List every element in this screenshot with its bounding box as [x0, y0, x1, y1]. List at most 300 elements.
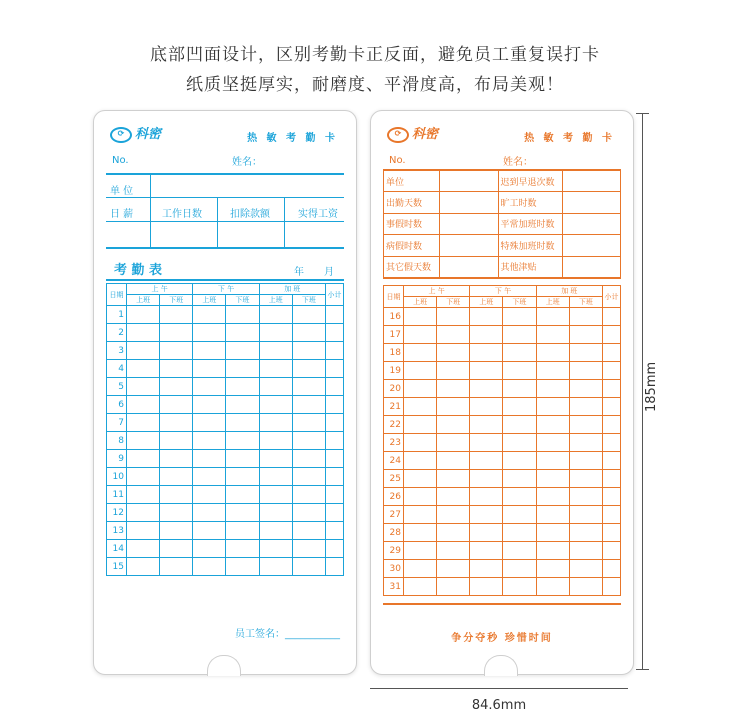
time-cell — [470, 380, 503, 398]
summary-label-left: 出勤天数 — [384, 192, 440, 213]
table-row — [107, 306, 344, 324]
time-cell — [326, 342, 344, 360]
grid-header-clock-in: 上班 — [536, 297, 569, 308]
summary-label-right: 迟到早退次数 — [498, 171, 562, 192]
time-cell — [193, 396, 226, 414]
col-line — [217, 197, 218, 247]
day-number: 11 — [107, 486, 127, 504]
summary-value-left — [440, 235, 499, 256]
time-cell — [503, 326, 536, 344]
time-cell — [470, 470, 503, 488]
time-cell — [437, 452, 470, 470]
time-cell — [603, 380, 621, 398]
time-cell — [193, 342, 226, 360]
time-cell — [470, 452, 503, 470]
time-cell — [404, 416, 437, 434]
time-cell — [127, 360, 160, 378]
time-cell — [160, 396, 193, 414]
time-cell — [226, 558, 259, 576]
summary-label-right: 其他津贴 — [498, 256, 562, 277]
time-cell — [259, 306, 292, 324]
time-cell — [226, 450, 259, 468]
summary-label-left: 事假时数 — [384, 213, 440, 234]
bottom-notch — [207, 655, 241, 676]
col-line — [150, 174, 151, 197]
time-cell — [569, 344, 602, 362]
day-number: 4 — [107, 360, 127, 378]
time-cell — [226, 360, 259, 378]
height-dimension-cap-bottom — [636, 669, 649, 670]
time-cell — [569, 524, 602, 542]
day-number: 30 — [384, 560, 404, 578]
summary-value-left — [440, 256, 499, 277]
time-cell — [437, 362, 470, 380]
time-cell — [127, 504, 160, 522]
time-cell — [404, 326, 437, 344]
time-cell — [437, 470, 470, 488]
actual-pay-label: 实得工资 — [298, 209, 338, 220]
grid-header-clock-in: 上班 — [404, 297, 437, 308]
day-number: 12 — [107, 504, 127, 522]
sheet-divider — [106, 279, 344, 281]
time-cell — [160, 324, 193, 342]
time-cell — [603, 434, 621, 452]
time-cell — [160, 360, 193, 378]
grid-header-subtotal: 小计 — [326, 284, 344, 306]
day-number: 21 — [384, 398, 404, 416]
time-cell — [326, 522, 344, 540]
unit-label: 单 位 — [110, 186, 134, 197]
time-cell — [569, 398, 602, 416]
summary-label-right: 特殊加班时数 — [498, 235, 562, 256]
time-cell — [603, 506, 621, 524]
grid-header-overtime: 加 班 — [536, 286, 602, 297]
time-cell — [160, 450, 193, 468]
day-number: 25 — [384, 470, 404, 488]
time-cell — [259, 432, 292, 450]
table-row — [107, 324, 344, 342]
col-line — [284, 197, 285, 247]
day-number: 15 — [107, 558, 127, 576]
table-row — [384, 542, 621, 560]
time-cell — [470, 542, 503, 560]
time-cell — [292, 558, 325, 576]
day-number: 22 — [384, 416, 404, 434]
time-cell — [503, 488, 536, 506]
time-cell — [404, 434, 437, 452]
time-cell — [569, 416, 602, 434]
bottom-notch — [484, 655, 518, 676]
grid-header-afternoon: 下 午 — [193, 284, 259, 295]
time-cell — [603, 326, 621, 344]
summary-value-left — [440, 171, 499, 192]
day-number: 31 — [384, 578, 404, 596]
time-cell — [259, 414, 292, 432]
table-row — [107, 396, 344, 414]
time-cell — [259, 342, 292, 360]
time-cell — [160, 522, 193, 540]
time-cell — [259, 468, 292, 486]
time-cell — [603, 362, 621, 380]
table-row — [384, 308, 621, 326]
time-cell — [292, 504, 325, 522]
time-cell — [292, 450, 325, 468]
day-number: 14 — [107, 540, 127, 558]
time-cell — [603, 416, 621, 434]
time-cell — [160, 342, 193, 360]
time-cell — [326, 378, 344, 396]
time-cell — [160, 468, 193, 486]
time-cell — [404, 488, 437, 506]
time-cell — [292, 540, 325, 558]
table-row — [107, 378, 344, 396]
time-cell — [127, 432, 160, 450]
time-cell — [127, 414, 160, 432]
table-row — [107, 432, 344, 450]
table-row — [384, 344, 621, 362]
brand-swoosh-icon: ⟳ — [387, 127, 409, 143]
table-row — [384, 560, 621, 578]
time-cell — [437, 416, 470, 434]
time-cell — [536, 362, 569, 380]
time-cell — [503, 542, 536, 560]
grid-header-clock-in: 上班 — [193, 295, 226, 306]
time-cell — [127, 450, 160, 468]
time-cell — [437, 506, 470, 524]
time-cell — [603, 398, 621, 416]
table-row — [384, 326, 621, 344]
time-cell — [292, 414, 325, 432]
card-number-label: No. — [389, 155, 406, 166]
time-cell — [503, 398, 536, 416]
brand-name: 科密 — [412, 127, 439, 142]
time-cell — [470, 560, 503, 578]
table-row — [384, 452, 621, 470]
time-cell — [160, 306, 193, 324]
time-cell — [536, 524, 569, 542]
time-cell — [470, 326, 503, 344]
time-cell — [226, 324, 259, 342]
caption-line-1: 底部凹面设计，区别考勤卡正反面，避免员工重复误打卡 — [150, 45, 600, 65]
brand-name: 科密 — [135, 127, 162, 142]
caption-line-2: 纸质坚挺厚实，耐磨度、平滑度高，布局美观！ — [186, 75, 564, 95]
table-row — [107, 486, 344, 504]
grid-header-row — [107, 295, 344, 306]
table-row — [384, 506, 621, 524]
time-cell — [437, 560, 470, 578]
grid-header-subtotal: 小计 — [603, 286, 621, 308]
name-label: 姓名： — [232, 157, 262, 168]
time-cell — [292, 378, 325, 396]
table-row — [107, 522, 344, 540]
time-cell — [326, 414, 344, 432]
time-cell — [437, 434, 470, 452]
time-cell — [503, 416, 536, 434]
time-cell — [503, 452, 536, 470]
time-cell — [292, 396, 325, 414]
day-number: 29 — [384, 542, 404, 560]
grid-header-morning: 上 午 — [404, 286, 470, 297]
time-cell — [603, 488, 621, 506]
time-cell — [160, 378, 193, 396]
time-cell — [259, 360, 292, 378]
year-label: 年 — [294, 267, 304, 278]
time-cell — [127, 468, 160, 486]
grid-header-clock-in: 上班 — [470, 297, 503, 308]
time-cell — [569, 308, 602, 326]
grid-bottom-divider — [383, 603, 621, 605]
time-cell — [603, 524, 621, 542]
time-cell — [259, 504, 292, 522]
brand-swoosh-icon: ⟳ — [110, 127, 132, 143]
card-title: 热 敏 考 勤 卡 — [524, 133, 615, 144]
day-number: 7 — [107, 414, 127, 432]
summary-label-right: 平常加班时数 — [498, 213, 562, 234]
time-cell — [292, 306, 325, 324]
back-summary-grid — [383, 170, 621, 278]
grid-header-row — [384, 297, 621, 308]
time-cell — [193, 432, 226, 450]
grid-header-clock-out: 下班 — [226, 295, 259, 306]
grid-header-day: 日期 — [384, 286, 404, 308]
time-cell — [536, 506, 569, 524]
day-number: 19 — [384, 362, 404, 380]
table-row — [107, 414, 344, 432]
day-number: 20 — [384, 380, 404, 398]
time-cell — [437, 398, 470, 416]
time-cell — [226, 342, 259, 360]
top-divider — [106, 173, 344, 175]
row-line — [106, 197, 344, 198]
time-cell — [226, 486, 259, 504]
slogan: 争分夺秒 珍惜时间 — [451, 633, 553, 644]
table-row — [384, 380, 621, 398]
time-cell — [404, 560, 437, 578]
time-cell — [503, 380, 536, 398]
time-cell — [603, 308, 621, 326]
time-cell — [470, 506, 503, 524]
back-card — [370, 110, 634, 675]
workdays-label: 工作日数 — [162, 209, 202, 220]
width-dimension-line — [370, 688, 628, 689]
grid-header-clock-in: 上班 — [127, 295, 160, 306]
day-number: 3 — [107, 342, 127, 360]
time-cell — [193, 378, 226, 396]
height-dimension-line — [642, 113, 643, 670]
time-cell — [193, 522, 226, 540]
time-cell — [569, 362, 602, 380]
time-cell — [226, 306, 259, 324]
day-number: 17 — [384, 326, 404, 344]
time-cell — [503, 470, 536, 488]
table-row — [384, 416, 621, 434]
time-cell — [569, 488, 602, 506]
time-cell — [292, 486, 325, 504]
time-cell — [127, 378, 160, 396]
time-cell — [569, 470, 602, 488]
time-cell — [326, 432, 344, 450]
time-cell — [569, 326, 602, 344]
time-cell — [569, 578, 602, 596]
table-row — [384, 488, 621, 506]
time-cell — [603, 542, 621, 560]
time-cell — [404, 362, 437, 380]
grid-header-morning: 上 午 — [127, 284, 193, 295]
col-line — [150, 197, 151, 247]
time-cell — [536, 308, 569, 326]
summary-label-left: 其它假天数 — [384, 256, 440, 277]
time-cell — [226, 540, 259, 558]
time-cell — [569, 542, 602, 560]
day-number: 26 — [384, 488, 404, 506]
time-cell — [326, 324, 344, 342]
summary-row — [384, 213, 621, 234]
table-row — [107, 468, 344, 486]
time-cell — [437, 488, 470, 506]
time-cell — [603, 560, 621, 578]
time-cell — [437, 344, 470, 362]
time-cell — [160, 504, 193, 522]
time-cell — [127, 486, 160, 504]
time-cell — [326, 450, 344, 468]
table-row — [107, 540, 344, 558]
time-cell — [569, 560, 602, 578]
time-cell — [536, 380, 569, 398]
time-cell — [127, 522, 160, 540]
time-cell — [193, 504, 226, 522]
time-cell — [503, 506, 536, 524]
time-cell — [127, 324, 160, 342]
time-cell — [326, 360, 344, 378]
time-cell — [292, 342, 325, 360]
time-cell — [536, 560, 569, 578]
summary-label-left: 病假时数 — [384, 235, 440, 256]
time-cell — [193, 414, 226, 432]
time-cell — [259, 522, 292, 540]
time-cell — [536, 542, 569, 560]
grid-header-clock-in: 上班 — [259, 295, 292, 306]
time-cell — [404, 542, 437, 560]
employee-signature: 员工签名：___________ — [235, 629, 340, 640]
time-cell — [569, 506, 602, 524]
time-cell — [193, 360, 226, 378]
time-cell — [326, 558, 344, 576]
time-cell — [536, 470, 569, 488]
time-cell — [569, 380, 602, 398]
summary-divider — [106, 247, 344, 249]
card-number-label: No. — [112, 155, 129, 166]
time-cell — [326, 486, 344, 504]
name-label: 姓名： — [503, 157, 533, 168]
time-cell — [127, 558, 160, 576]
summary-row — [384, 256, 621, 277]
time-cell — [536, 398, 569, 416]
day-number: 18 — [384, 344, 404, 362]
time-cell — [326, 468, 344, 486]
day-number: 24 — [384, 452, 404, 470]
time-cell — [226, 468, 259, 486]
time-cell — [127, 540, 160, 558]
time-cell — [259, 450, 292, 468]
time-cell — [160, 486, 193, 504]
time-cell — [160, 540, 193, 558]
attendance-grid-back — [383, 285, 621, 596]
time-cell — [404, 452, 437, 470]
summary-value-right — [562, 256, 621, 277]
time-cell — [404, 308, 437, 326]
time-cell — [437, 578, 470, 596]
time-cell — [259, 324, 292, 342]
day-number: 23 — [384, 434, 404, 452]
table-row — [107, 504, 344, 522]
day-number: 6 — [107, 396, 127, 414]
day-number: 2 — [107, 324, 127, 342]
time-cell — [437, 380, 470, 398]
time-cell — [127, 342, 160, 360]
time-cell — [603, 344, 621, 362]
time-cell — [259, 378, 292, 396]
time-cell — [470, 434, 503, 452]
time-cell — [404, 506, 437, 524]
day-number: 1 — [107, 306, 127, 324]
time-cell — [437, 542, 470, 560]
grid-header-clock-out: 下班 — [569, 297, 602, 308]
day-number: 16 — [384, 308, 404, 326]
time-cell — [259, 540, 292, 558]
table-row — [107, 342, 344, 360]
height-dimension-cap-top — [636, 113, 649, 114]
time-cell — [470, 362, 503, 380]
summary-row — [384, 192, 621, 213]
summary-value-right — [562, 171, 621, 192]
attendance-grid-front — [106, 283, 344, 576]
time-cell — [470, 308, 503, 326]
time-cell — [603, 578, 621, 596]
sheet-title: 考 勤 表 — [114, 263, 163, 278]
day-number: 9 — [107, 450, 127, 468]
summary-value-left — [440, 213, 499, 234]
time-cell — [160, 432, 193, 450]
time-cell — [226, 396, 259, 414]
time-cell — [536, 434, 569, 452]
time-cell — [404, 524, 437, 542]
time-cell — [569, 434, 602, 452]
time-cell — [226, 414, 259, 432]
time-cell — [404, 470, 437, 488]
time-cell — [127, 306, 160, 324]
time-cell — [603, 470, 621, 488]
time-cell — [259, 396, 292, 414]
grid-header-clock-out: 下班 — [292, 295, 325, 306]
time-cell — [292, 468, 325, 486]
time-cell — [326, 504, 344, 522]
time-cell — [536, 326, 569, 344]
back-summary-table — [383, 170, 621, 278]
table-row — [107, 450, 344, 468]
time-cell — [259, 486, 292, 504]
time-cell — [326, 540, 344, 558]
front-card — [93, 110, 357, 675]
time-cell — [292, 324, 325, 342]
day-number: 28 — [384, 524, 404, 542]
time-cell — [292, 432, 325, 450]
summary-value-right — [562, 235, 621, 256]
day-number: 5 — [107, 378, 127, 396]
table-row — [384, 470, 621, 488]
time-cell — [127, 396, 160, 414]
day-number: 8 — [107, 432, 127, 450]
time-cell — [226, 522, 259, 540]
